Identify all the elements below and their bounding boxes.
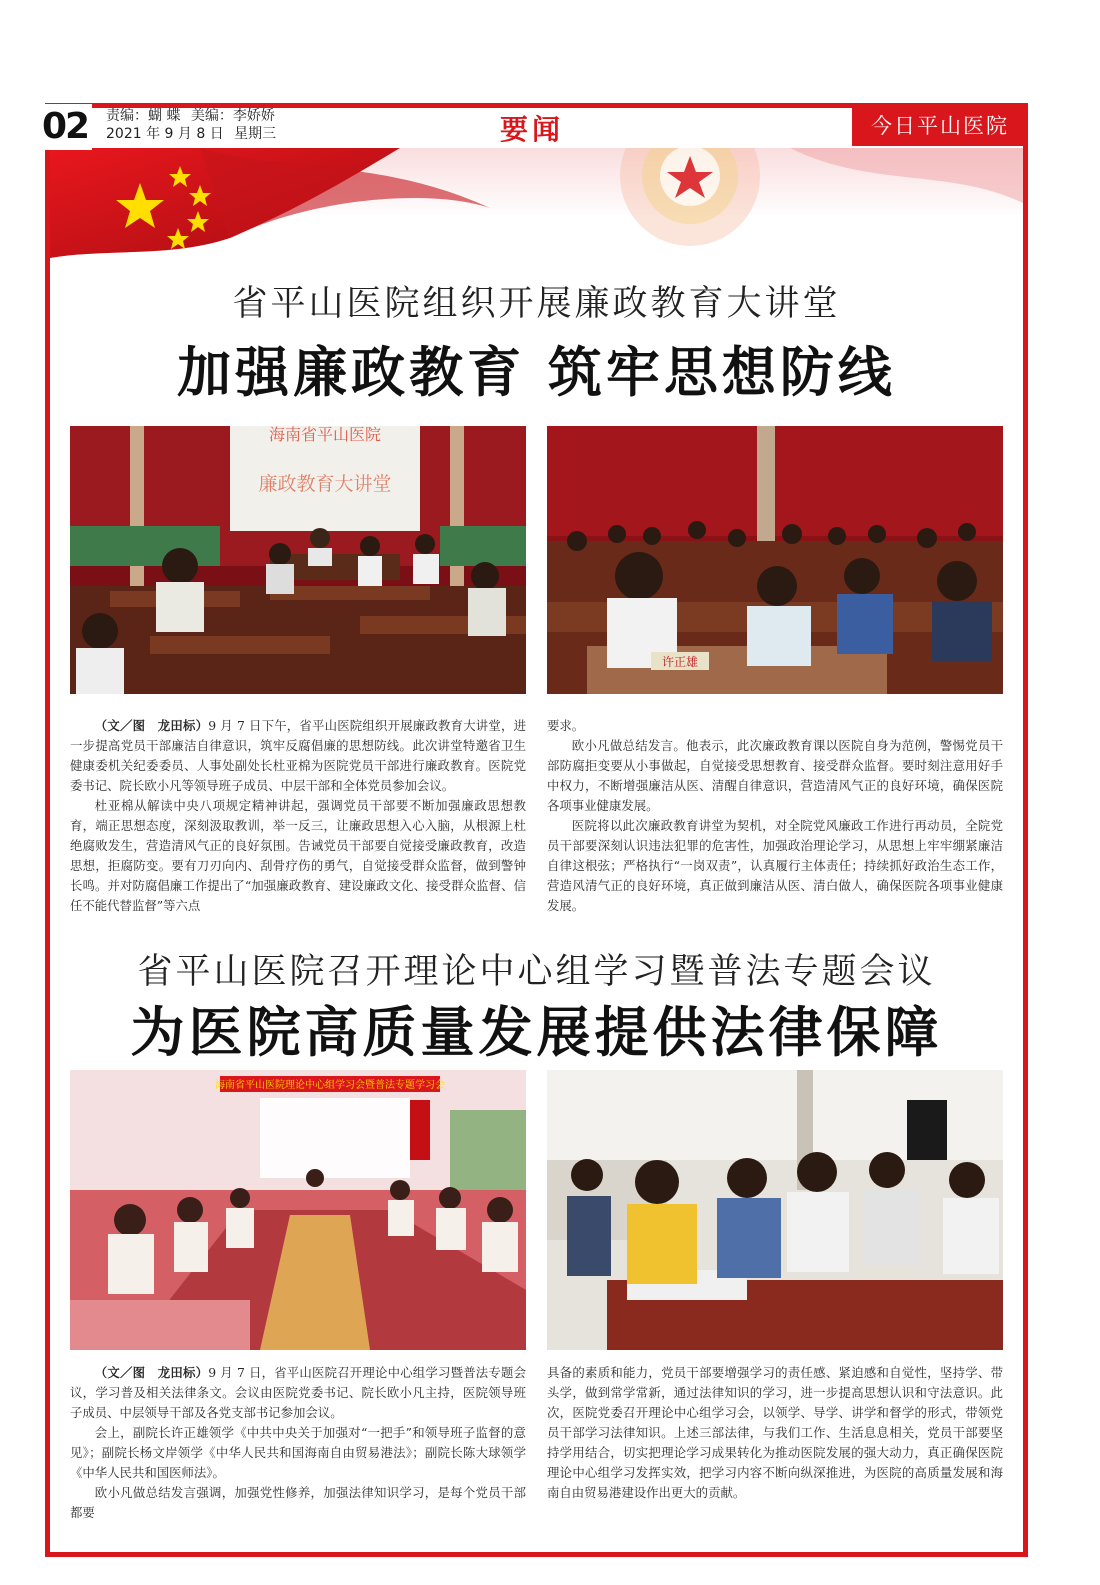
- article2-paragraph: 9 月 7 日，省平山医院召开理论中心组学习暨普法专题会议，学习普及相关法律条文。会议由医院党委书记、院长欧小凡主持，医院领导班子成员、中层领导干部及各党支部书记参加会议。: [70, 1365, 526, 1420]
- meeting-banner-text: 海南省平山医院理论中心组学习会暨普法专题学习会: [215, 1080, 445, 1091]
- article1-paragraph: 9 月 7 日下午，省平山医院组织开展廉政教育大讲堂，进一步提高党员干部廉洁自律意识，筑牢反腐倡廉的思想防线。此次讲堂特邀省卫生健康委机关纪委委员、人事处副处长杜亚棉为医院党员干部进行廉政教育。医院党委书记、院长欧小凡等领导班子成员、中层干部和全体党员参加会议。: [70, 718, 526, 793]
- issue-weekday: 星期三: [234, 126, 277, 142]
- article1-title: 加强廉政教育 筑牢思想防线: [177, 341, 896, 404]
- article2-body-left: [70, 1363, 526, 1523]
- article1-paragraph: 欧小凡做总结发言。他表示，此次廉政教育课以医院自身为范例，警惕党员干部防腐拒变要从小事做起，自觉接受思想教育、接受群众监督。要时刻注意用好手中权力，不断增强廉洁从医、清醒自律意识，营造清风气正的良好环境，确保医院各项事业健康发展。: [547, 738, 1003, 813]
- newspaper-name: 今日平山医院: [852, 106, 1028, 146]
- article1-byline: （文／图 龙田标）: [94, 718, 209, 733]
- article2-paragraph: 具备的素质和能力，党员干部要增强学习的责任感、紧迫感和自觉性，坚持学、带头学，做到常学常新，通过法律知识的学习，进一步提高思想认识和守法意识。此次，医院党委召开理论中心组学习会，以领学、导学、讲学和督学的形式，带领党员干部学习法律知识。上述三部法律，与我们工作、生活息息相关，党员干部要坚持学用结合，切实把理论学习成果转化为推动医院发展的强大动力，真正确保医院理论中心组学习发挥实效，把学习内容不断向纵深推进，为医院的高质量发展和海南自由贸易港建设作出更大的贡献。: [547, 1365, 1003, 1500]
- designer-label: 美编：李娇娇: [190, 108, 275, 124]
- article1-paragraph: 杜亚棉从解读中央八项规定精神讲起，强调党员干部要不断加强廉政思想教育，端正思想态度，深刻汲取教训，举一反三，让廉政思想入心入脑，从根源上杜绝腐败发生，营造清风气正的良好氛围。告诫党员干部要自觉接受廉政教育，改造思想，拒腐防变。要有刀刃向内、刮骨疗伤的勇气，自觉接受群众监督，做到警钟长鸣。并对防腐倡廉工作提出了“加强廉政教育、建设廉政文化、接受群众监督、信任不能代替监督”等六点: [70, 798, 526, 913]
- article2-subtitle: 省平山医院召开理论中心组学习暨普法专题会议: [137, 952, 936, 992]
- article2-body-right: [547, 1363, 1003, 1503]
- article1-paragraph: 医院将以此次廉政教育讲堂为契机，对全院党风廉政工作进行再动员，全院党员干部要深刻认识违法犯罪的危害性，加强政治理论学习，从思想上牢牢绷紧廉洁自律这根弦；严格执行“一岗双责”，认真履行主体责任；持续抓好政治生态工作，营造风清气正的良好环境，真正做到廉洁从医、清白做人，确保医院各项事业健康发展。: [547, 818, 1003, 913]
- article1-photo-audience: [547, 426, 1003, 694]
- editor-credits: [106, 107, 282, 143]
- article1-body-left: [70, 716, 526, 916]
- emblem-icon: [620, 148, 760, 246]
- flag-banner-decoration: [50, 148, 1023, 258]
- section-title: 要闻: [500, 113, 565, 146]
- article1-body-right: [547, 716, 1003, 916]
- article2-byline: （文／图 龙田标）: [94, 1365, 209, 1380]
- article2-title: 为医院高质量发展提供法律保障: [130, 1001, 943, 1064]
- article1-photo-lecture: [70, 426, 526, 694]
- article1-paragraph: 要求。: [547, 718, 585, 733]
- issue-date: 2021 年 9 月 8 日: [106, 126, 224, 142]
- editor-label: 责编：蝴 蝶: [106, 108, 181, 124]
- article2-paragraph: 会上，副院长许正雄领学《中共中央关于加强对“一把手”和领导班子监督的意见》；副院长杨文岸领学《中华人民共和国海南自由贸易港法》；副院长陈大球领学《中华人民共和国医师法》。: [70, 1425, 526, 1480]
- article2-paragraph: 欧小凡做总结发言强调，加强党性修养，加强法律知识学习，是每个党员干部都要: [70, 1485, 526, 1520]
- screen-line2: 廉政教育大讲堂: [258, 473, 392, 495]
- article2-photo-attendees: [547, 1070, 1003, 1350]
- page-number: 02: [42, 104, 92, 150]
- article1-subtitle: 省平山医院组织开展廉政教育大讲堂: [232, 284, 841, 324]
- article2-photo-meeting: [70, 1070, 526, 1350]
- nameplate-text: 许正雄: [661, 655, 699, 669]
- screen-line1: 海南省平山医院: [268, 426, 382, 444]
